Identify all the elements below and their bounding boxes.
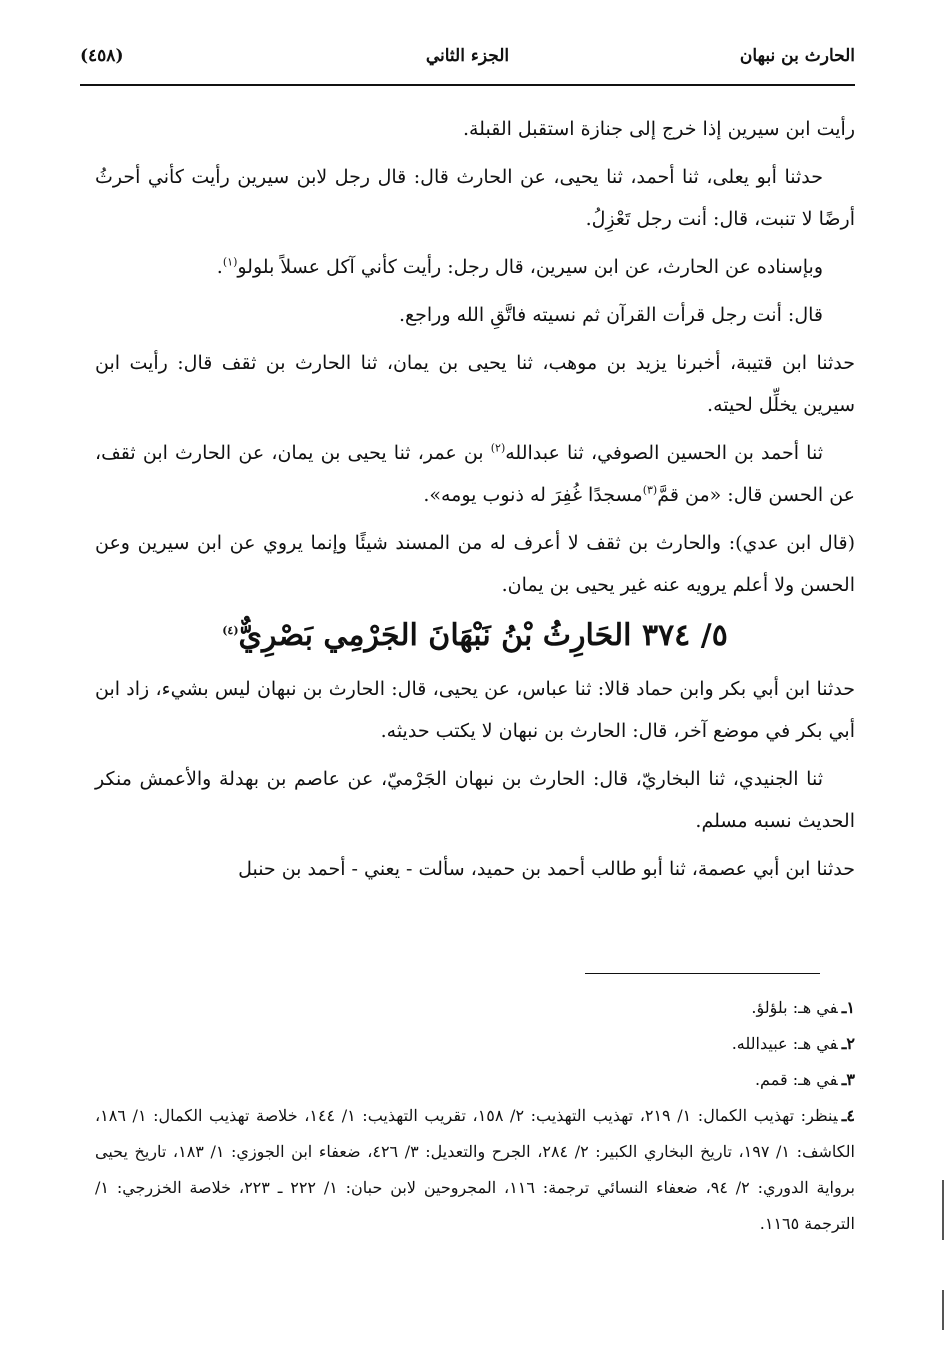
paragraph: حدثنا ابن أبي عصمة، ثنا أبو طالب أحمد بن حميد، سألت - يعني - أحمد بن حنبل (238, 858, 855, 880)
paragraph: ثنا أحمد بن الحسين الصوفي، ثنا عبدالله$^{(٢)}$ بن عمر، ثنا يحيى بن يمان، عن الحارث ابن ثقف، عن الحسن قال: «من قمَّ$^{(٣)}$مسجدًا غُفِرَ له ذنوب يومه». (95, 441, 855, 506)
footnotes (95, 990, 855, 1242)
footnote: ٢ـفي هـ: عبيدالله. (731, 1034, 855, 1053)
entry-heading: ٥/ ٣٧٤ الحَارِثُ بْنُ نَبْهَانَ الجَرْمِي بَصْرِيٌّ$^{(٤)}$ (222, 618, 728, 653)
paragraph: (قال ابن عدي): والحارث بن ثقف لا أعرف له من المسند شيئًا وإنما يروي عن ابن سيرين وعن الحسن ولا أعلم يرويه عنه غير يحيى بن يمان. (95, 532, 855, 596)
paragraph: حدثنا ابن أبي بكر وابن حماد قالا: ثنا عباس، عن يحيى، قال: الحارث بن نبهان ليس بشيء، زاد ابن أبي بكر في موضع آخر، قال: الحارث بن نبهان لا يكتب حديثه. (95, 678, 855, 742)
footnote-ref: (٣) (642, 483, 658, 497)
paragraph: رأيت ابن سيرين إذا خرج إلى جنازة استقبل القبلة. (462, 118, 855, 140)
footnote: ٣ـفي هـ: قمم. (754, 1070, 855, 1089)
part-title: الجزء الثاني (425, 46, 510, 66)
paragraph: وبإسناده عن الحارث، عن ابن سيرين، قال رجل: رأيت كأني آكل عسلاً بلولو$^{(١)}$. (216, 255, 823, 278)
running-title: الحارث بن نبهان (739, 46, 855, 66)
footnote-ref: (٢) (490, 441, 506, 455)
footnote-ref: (١) (222, 255, 238, 269)
page-number: (٤٥٨) (80, 46, 124, 66)
header-rule (80, 84, 855, 86)
paragraph: قال: أنت رجل قرأت القرآن ثم نسيته فاتَّقِ الله وراجع. (399, 304, 823, 326)
footnote-rule (585, 973, 820, 974)
scan-edge-mark (942, 1180, 944, 1240)
paragraph: حدثنا أبو يعلى، ثنا أحمد، ثنا يحيى، عن الحارث قال: قال رجل لابن سيرين رأيت كأني أحرثُ أرضًا لا تنبت، قال: أنت رجل تَعْزِلُ. (95, 166, 855, 230)
footnote: ٤ـينظر: تهذيب الكمال: ١/ ٢١٩، تهذيب التهذيب: ٢/ ١٥٨، تقريب التهذيب: ١/ ١٤٤، خلاصة تهذيب الكمال: ١/ ١٨٦، الكاشف: ١/ ١٩٧، تاريخ البخاري الكبير: ٢/ ٢٨٤، الجرح والتعديل: ٣/ ٤٢٦، ضعفاء ابن الجوزي: ١/ ١٨٣، تاريخ يحيى برواية الدوري: ٢/ ٩٤، ضعفاء النسائي ترجمة: ١١٦، المجروحين لابن حبان: ١/ ٢٢٢ ـ ٢٢٣، خلاصة الخزرجي: ١/ الترجمة ١١٦٥. (95, 1106, 856, 1233)
main-text (95, 108, 855, 896)
footnote-ref: (٤) (222, 624, 239, 637)
scan-edge-mark (942, 1290, 944, 1330)
paragraph: ثنا الجنيدي، ثنا البخاريّ، قال: الحارث بن نبهان الجَرْميّ، عن عاصم بن بهدلة والأعمش منكر الحديث نسبه مسلم. (95, 768, 855, 832)
footnote: ١ـفي هـ: بلؤلؤ. (751, 998, 855, 1017)
paragraph: حدثنا ابن قتيبة، أخبرنا يزيد بن موهب، ثنا يحيى بن يمان، ثنا الحارث بن ثقف قال: رأيت ابن سيرين يخلِّل لحيته. (95, 352, 855, 416)
page-header (80, 40, 855, 80)
